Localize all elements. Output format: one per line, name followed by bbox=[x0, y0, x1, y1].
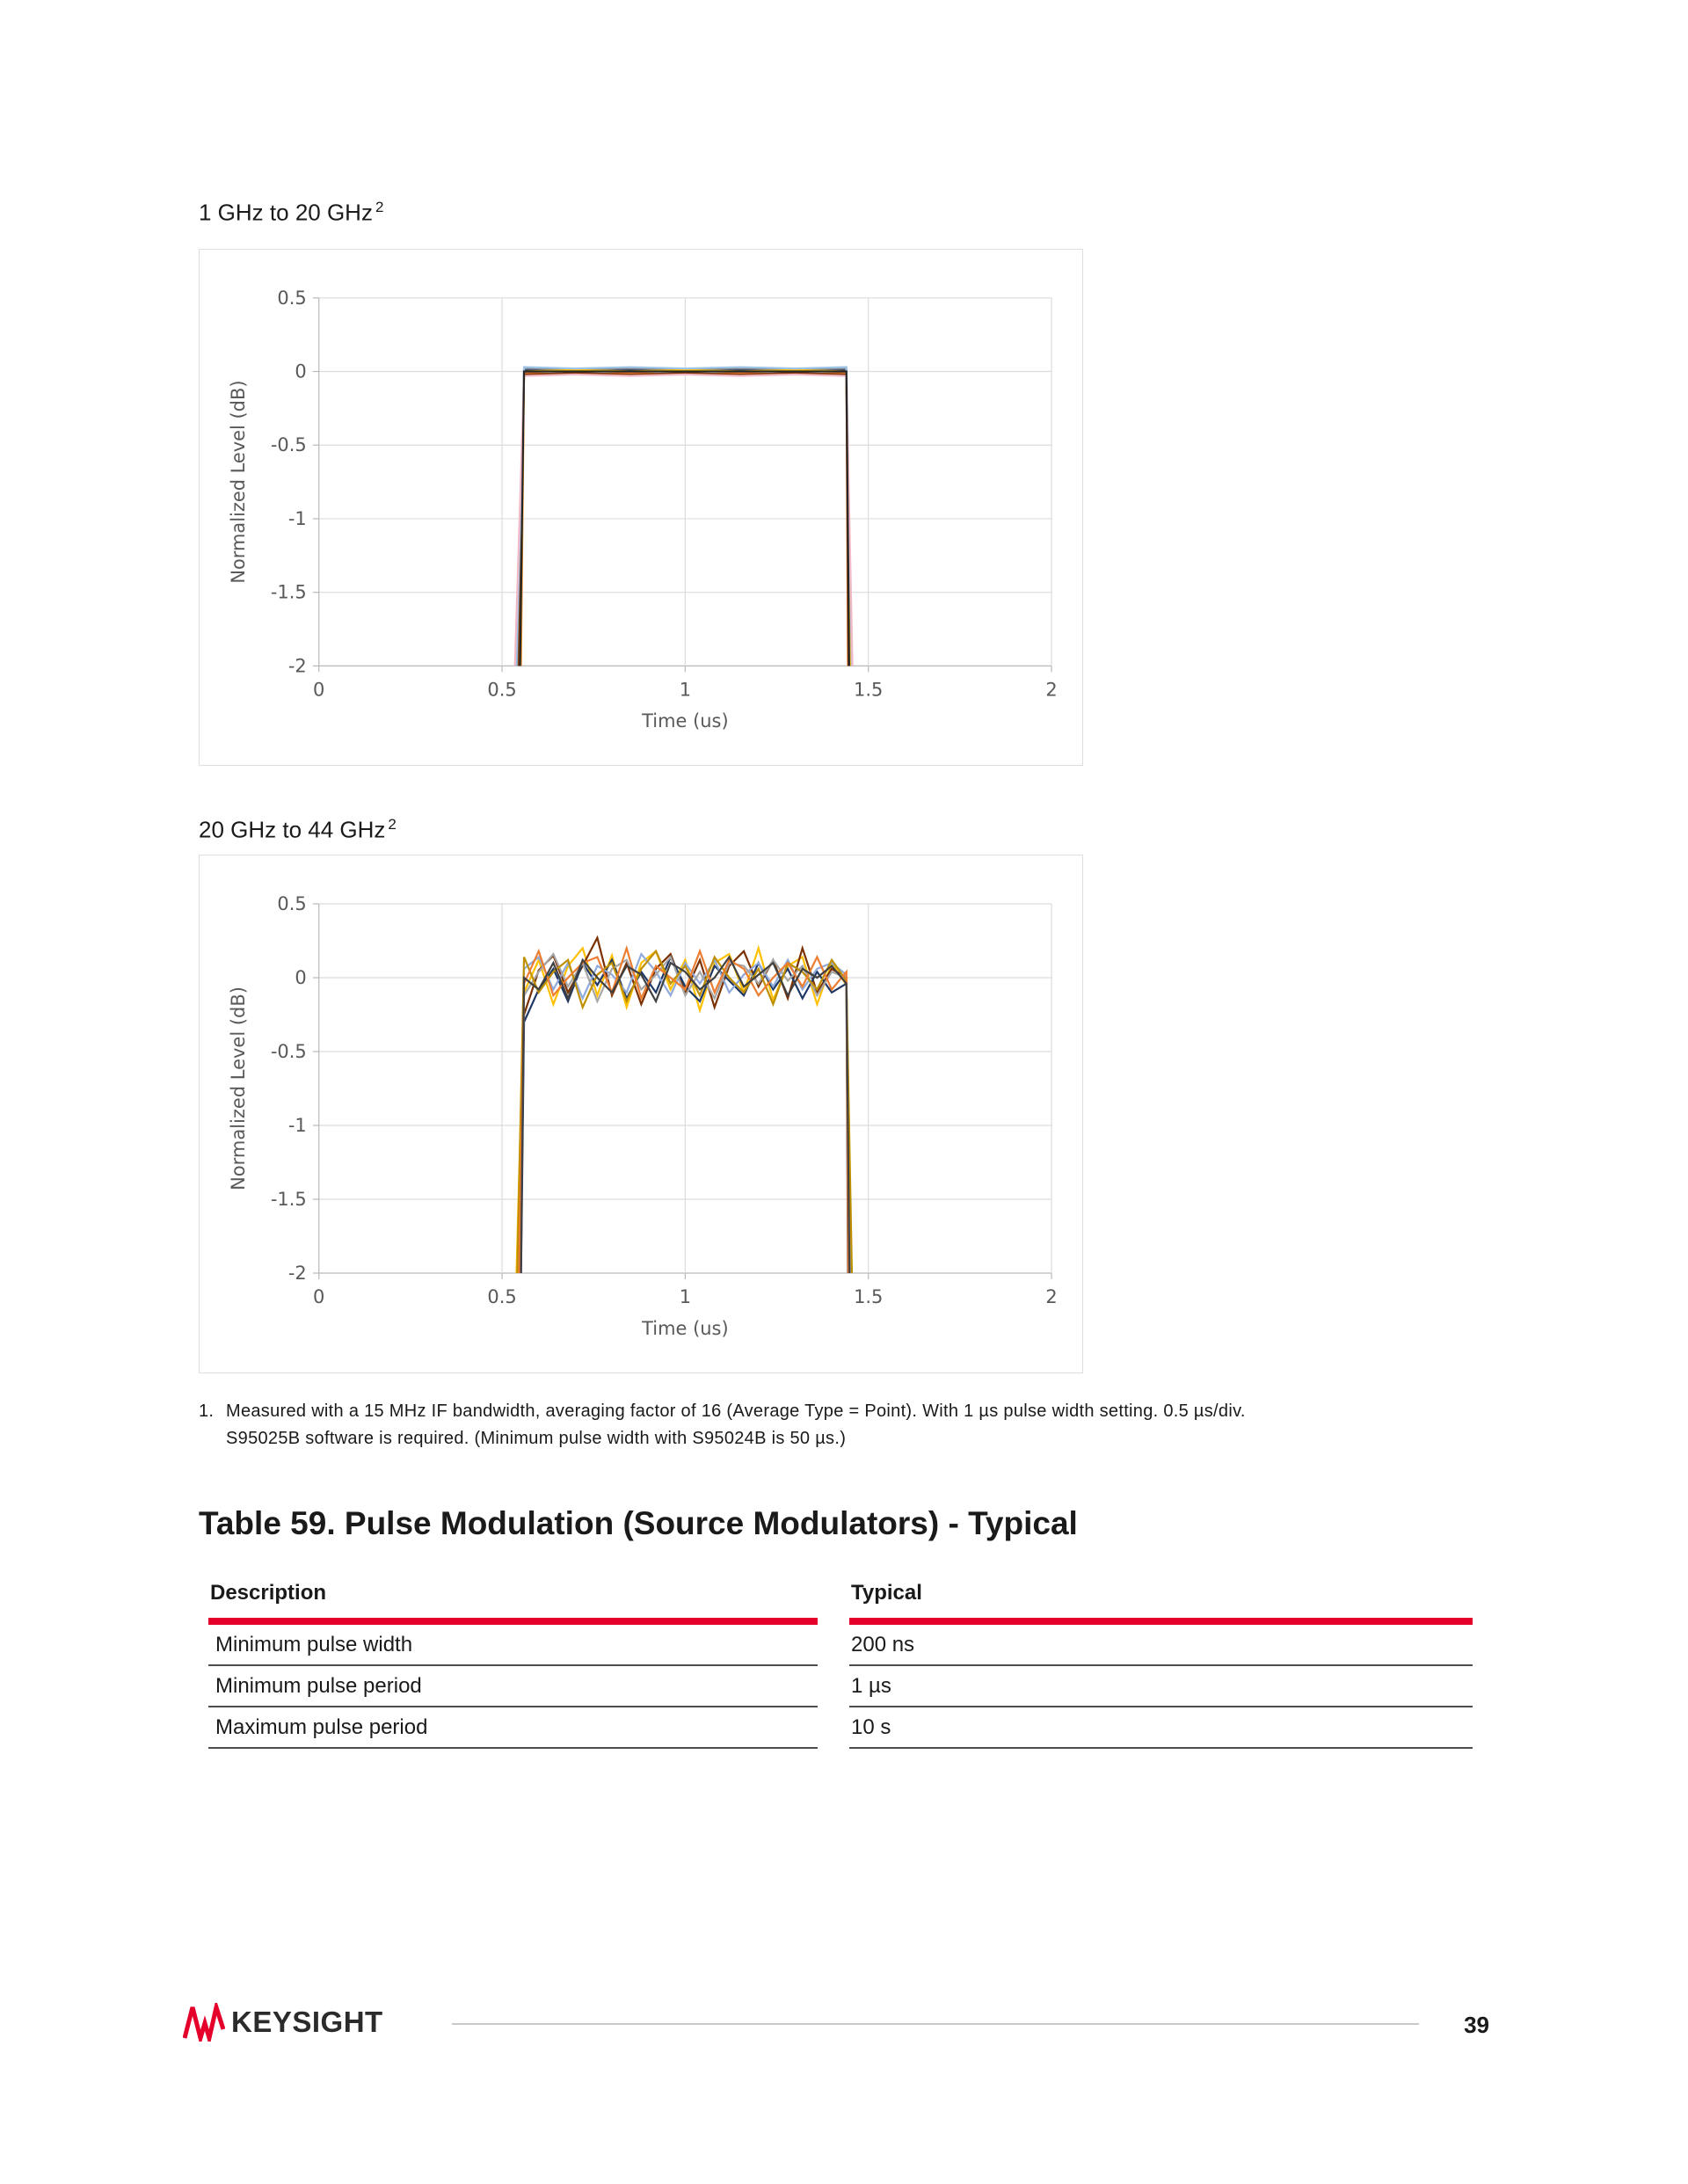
footnote-1 bbox=[199, 1398, 1500, 1452]
svg-text:0: 0 bbox=[295, 966, 307, 989]
svg-text:-2: -2 bbox=[287, 655, 307, 677]
svg-text:-1: -1 bbox=[287, 507, 307, 529]
footnote-line1: Measured with a 15 MHz IF bandwidth, averaging factor of 16 (Average Type = Point). With 1 µs pulse width setting. 0.5 µs/div. bbox=[226, 1401, 1246, 1421]
svg-text:-2: -2 bbox=[287, 1262, 307, 1285]
svg-text:2: 2 bbox=[1045, 679, 1058, 701]
x-axis-title: Time (us) bbox=[642, 1317, 729, 1340]
svg-text:-1.5: -1.5 bbox=[270, 1188, 307, 1211]
table-cell-typical: 10 s bbox=[849, 1707, 1473, 1749]
svg-text:0.5: 0.5 bbox=[487, 1285, 517, 1308]
page-number: 39 bbox=[1464, 2012, 1489, 2038]
chart-1ghz-20ghz-canvas bbox=[200, 250, 1082, 765]
svg-text:2: 2 bbox=[1045, 1285, 1058, 1308]
keysight-logo bbox=[183, 2003, 383, 2042]
svg-text:0: 0 bbox=[313, 679, 325, 701]
footnote-text bbox=[226, 1398, 1500, 1452]
table-cell-typical: 1 µs bbox=[849, 1666, 1473, 1707]
table-column-description bbox=[208, 1581, 818, 1749]
chart1-heading-text: 1 GHz to 20 GHz bbox=[199, 199, 373, 226]
column-header-description: Description bbox=[208, 1581, 818, 1625]
trace-navy bbox=[519, 370, 850, 725]
svg-text:-0.5: -0.5 bbox=[270, 1040, 307, 1063]
plot-grid bbox=[313, 904, 1051, 1279]
chart1-heading bbox=[199, 199, 383, 227]
table-title: Table 59. Pulse Modulation (Source Modulators) - Typical bbox=[199, 1505, 1078, 1541]
table-cell-description: Minimum pulse width bbox=[208, 1625, 818, 1666]
svg-text:0.5: 0.5 bbox=[277, 892, 307, 915]
series-lines bbox=[513, 368, 854, 725]
chart-20ghz-44ghz-canvas bbox=[200, 855, 1082, 1372]
trace-orange bbox=[518, 948, 848, 1332]
table-column-typical bbox=[849, 1581, 1473, 1749]
svg-text:1.5: 1.5 bbox=[854, 679, 884, 701]
y-axis-title: Normalized Level (dB) bbox=[227, 380, 249, 584]
table-cell-description: Maximum pulse period bbox=[208, 1707, 818, 1749]
chart-1ghz-20ghz bbox=[199, 249, 1083, 766]
svg-text:-1: -1 bbox=[287, 1114, 307, 1137]
footnote-number: 1. bbox=[199, 1401, 215, 1421]
trace-pink bbox=[513, 375, 854, 724]
trace-gray bbox=[517, 368, 852, 724]
axis-labels bbox=[228, 893, 1058, 1339]
chart1-footnote-ref: 2 bbox=[375, 199, 384, 215]
trace-black bbox=[520, 372, 850, 725]
plot-grid bbox=[313, 298, 1051, 673]
svg-text:0.5: 0.5 bbox=[487, 679, 517, 701]
svg-text:1: 1 bbox=[679, 679, 692, 701]
svg-text:0: 0 bbox=[295, 360, 307, 382]
footer-divider bbox=[452, 2023, 1419, 2025]
y-axis-title: Normalized Level (dB) bbox=[227, 986, 249, 1190]
svg-text:0: 0 bbox=[313, 1285, 325, 1308]
keysight-wordmark: KEYSIGHT bbox=[231, 2006, 383, 2038]
chart2-footnote-ref: 2 bbox=[388, 816, 397, 833]
trace-lightblue bbox=[515, 368, 854, 725]
footnote-line2: S95025B software is required. (Minimum pulse width with S95024B is 50 µs.) bbox=[226, 1429, 847, 1448]
svg-text:0.5: 0.5 bbox=[277, 287, 307, 309]
table-cell-typical: 200 ns bbox=[849, 1625, 1473, 1666]
pulse-modulation-table bbox=[208, 1581, 1473, 1749]
trace-orange bbox=[520, 373, 848, 724]
svg-text:-0.5: -0.5 bbox=[270, 434, 307, 456]
trace-olive bbox=[516, 951, 853, 1332]
trace-lightblue bbox=[517, 954, 851, 1332]
keysight-spark-icon bbox=[183, 2003, 225, 2042]
trace-yellow bbox=[515, 948, 852, 1332]
chart2-heading bbox=[199, 816, 397, 844]
trace-gray bbox=[520, 954, 849, 1332]
axis-labels bbox=[228, 288, 1058, 732]
chart2-heading-text: 20 GHz to 44 GHz bbox=[199, 816, 386, 843]
svg-text:1.5: 1.5 bbox=[854, 1285, 884, 1308]
chart-20ghz-44ghz bbox=[199, 855, 1083, 1373]
svg-text:1: 1 bbox=[679, 1285, 692, 1308]
svg-text:-1.5: -1.5 bbox=[270, 581, 307, 603]
x-axis-title: Time (us) bbox=[642, 710, 729, 732]
trace-navy bbox=[520, 957, 848, 1333]
table-cell-description: Minimum pulse period bbox=[208, 1666, 818, 1707]
column-header-typical: Typical bbox=[849, 1581, 1473, 1625]
trace-darkred bbox=[518, 373, 849, 724]
